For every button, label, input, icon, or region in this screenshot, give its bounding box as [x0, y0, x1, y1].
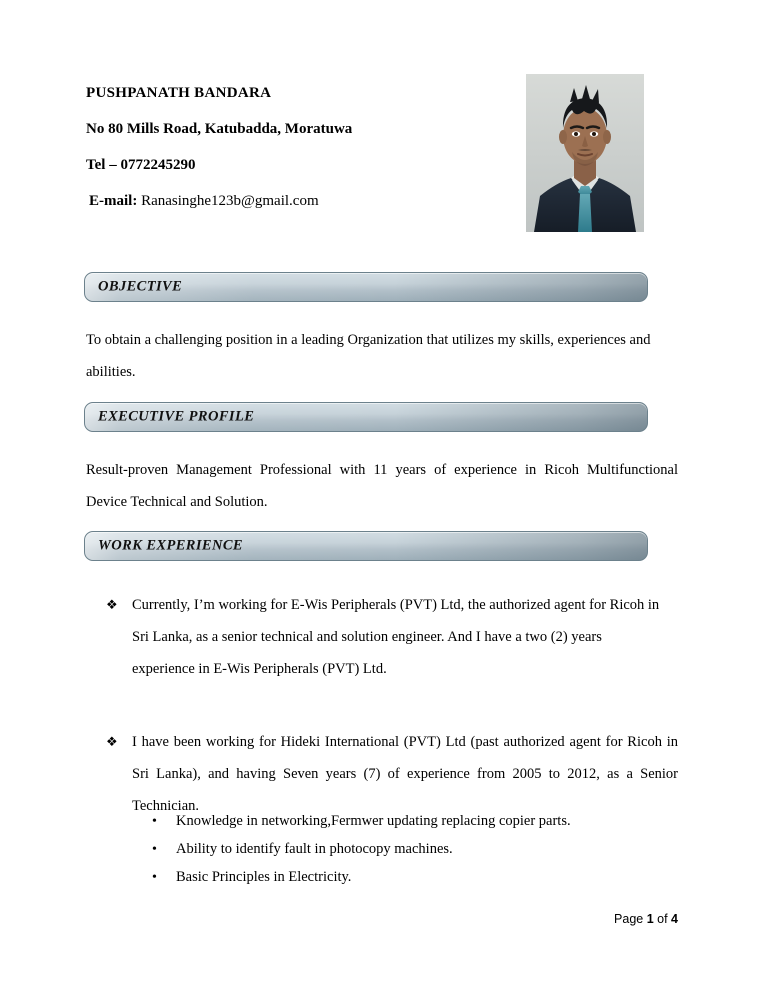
footer-total-pages: 4 — [671, 912, 678, 926]
candidate-email — [89, 194, 506, 209]
objective-body: To obtain a challenging position in a leading Organization that utilizes my skills, experiences and abilities. — [86, 332, 651, 380]
work-experience-sub-bullet — [152, 862, 652, 893]
work-experience-sub-bullet-text: Knowledge in networking,Fermwer updating replacing copier parts. — [176, 813, 571, 829]
contact-header — [86, 86, 506, 230]
section-bar-objective — [84, 272, 648, 302]
round-bullet-icon: • — [152, 842, 157, 857]
round-bullet-icon: • — [152, 814, 157, 829]
work-experience-bullet — [106, 589, 662, 685]
candidate-photo — [526, 74, 644, 232]
section-title-executive-profile: EXECUTIVE PROFILE — [98, 408, 255, 425]
work-experience-bullet-text: I have been working for Hideki International (PVT) Ltd (past authorized agent for Ricoh in Sri Lanka), and having Seven years (7) of experience from 2005 to 2012, as a Senior Technician. — [132, 734, 678, 814]
footer-current-page: 1 — [646, 912, 654, 926]
work-experience-sub-bullet — [152, 834, 652, 865]
candidate-telephone: Tel – 0772245290 — [86, 157, 196, 173]
work-experience-bullet-text: Currently, I’m working for E-Wis Peripherals (PVT) Ltd, the authorized agent for Ricoh in Sri Lanka, as a senior technical and solution engineer. And I have a two (2) years experience in E-Wis Peripherals (PVT) Ltd. — [132, 597, 660, 677]
candidate-address: No 80 Mills Road, Katubadda, Moratuwa — [86, 121, 353, 137]
work-experience-sub-bullet — [152, 806, 652, 837]
work-experience-sub-bullet-text: Ability to identify fault in photocopy machines. — [176, 841, 453, 857]
footer-middle: of — [653, 912, 672, 926]
work-experience-sub-bullet-text: Basic Principles in Electricity. — [176, 869, 352, 885]
candidate-name: PUSHPANATH BANDARA — [86, 85, 272, 101]
section-bar-work-experience — [84, 531, 648, 561]
page-footer — [86, 912, 678, 926]
section-title-work-experience: WORK EXPERIENCE — [98, 537, 244, 554]
diamond-bullet-icon: ❖ — [106, 597, 118, 612]
diamond-bullet-icon: ❖ — [106, 734, 118, 749]
footer-prefix: Page — [614, 912, 647, 926]
round-bullet-icon: • — [152, 870, 157, 885]
section-title-objective: OBJECTIVE — [98, 278, 183, 295]
email-label: E-mail: — [89, 193, 138, 209]
executive-profile-body: Result-proven Management Professional with 11 years of experience in Ricoh Multifunctional Device Technical and Solution. — [86, 462, 678, 510]
email-value: Ranasinghe123b@gmail.com — [141, 193, 319, 209]
section-bar-executive-profile — [84, 402, 648, 432]
